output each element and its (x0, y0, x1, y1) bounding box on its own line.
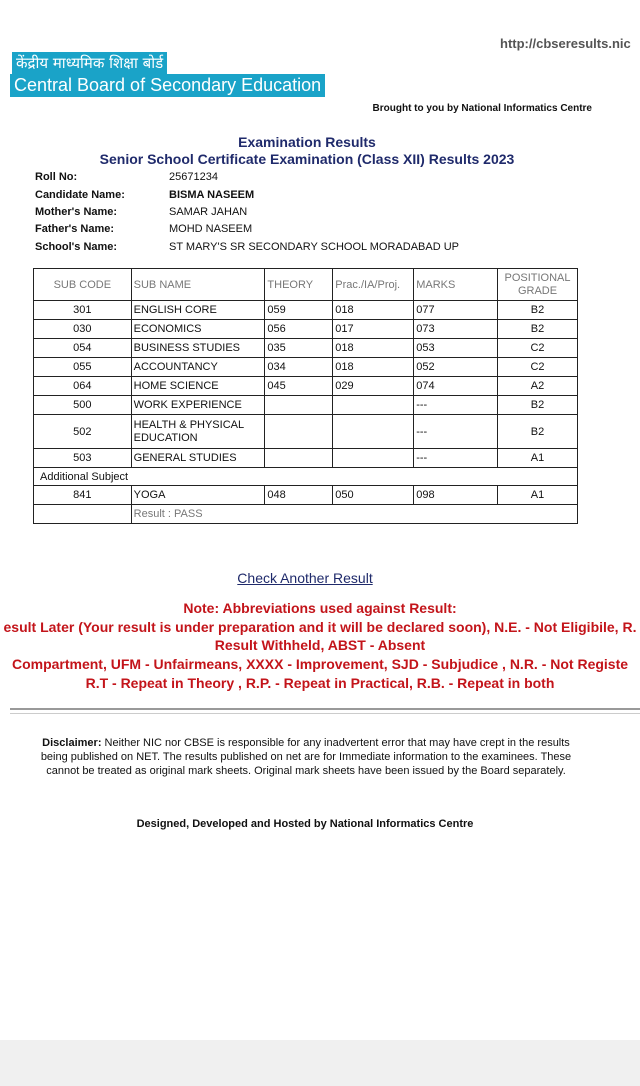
cell-theory: 059 (265, 301, 333, 320)
cell-prac (333, 415, 414, 449)
cell-prac: 050 (333, 486, 414, 505)
cell-name: BUSINESS STUDIES (131, 339, 265, 358)
brought-by-text: Brought to you by National Informatics Centre (372, 103, 592, 114)
cell-theory (265, 449, 333, 468)
header-grade-line1: POSITIONAL (504, 271, 571, 284)
info-label: Mother's Name: (35, 206, 118, 218)
cell-theory (265, 415, 333, 449)
cell-prac: 017 (333, 320, 414, 339)
divider (10, 713, 640, 714)
cell-code: 301 (34, 301, 132, 320)
cell-code: 055 (34, 358, 132, 377)
cell-empty (34, 505, 132, 524)
cell-prac: 018 (333, 301, 414, 320)
note-line: Compartment, UFM - Unfairmeans, XXXX - Improvement, SJD - Subjudice , N.R. - Not Registe (11, 656, 629, 672)
cell-name: YOGA (131, 486, 265, 505)
table-row (34, 377, 578, 396)
info-value: SAMAR JAHAN (169, 206, 248, 218)
disclaimer (36, 736, 576, 778)
exam-subtitle: Senior School Certificate Examination (Class XII) Results 2023 (99, 151, 515, 167)
header-sub-name: SUB NAME (131, 269, 265, 301)
result-cell (131, 505, 577, 524)
cell-grade: C2 (498, 358, 578, 377)
divider (10, 708, 640, 710)
result-row (34, 505, 578, 524)
designed-by: Designed, Developed and Hosted by National Informatics Centre (136, 818, 474, 830)
board-title-hindi: केंद्रीय माध्यमिक शिक्षा बोर्ड (12, 52, 167, 74)
check-another-result-link[interactable]: Check Another Result (237, 570, 373, 586)
info-value: ST MARY'S SR SECONDARY SCHOOL MORADABAD UP (169, 241, 460, 253)
info-label: School's Name: (35, 241, 118, 253)
cell-name: HOME SCIENCE (131, 377, 265, 396)
result-label: Result : (133, 508, 171, 520)
info-value: MOHD NASEEM (169, 223, 253, 235)
cell-name: WORK EXPERIENCE (131, 396, 265, 415)
cell-theory: 034 (265, 358, 333, 377)
info-label: Roll No: (35, 171, 78, 183)
cell-marks: 074 (414, 377, 498, 396)
header-theory: THEORY (265, 269, 333, 301)
cell-theory: 056 (265, 320, 333, 339)
result-value: PASS (174, 508, 203, 520)
table-header-row (34, 269, 578, 301)
cell-marks: --- (414, 415, 498, 449)
info-value: 25671234 (169, 171, 218, 183)
table-row (34, 449, 578, 468)
cell-name: HEALTH & PHYSICAL EDUCATION (131, 415, 265, 449)
cell-code: 500 (34, 396, 132, 415)
cell-code: 841 (34, 486, 132, 505)
cell-grade: B2 (498, 320, 578, 339)
table-row (34, 358, 578, 377)
table-row (34, 301, 578, 320)
cell-marks: 052 (414, 358, 498, 377)
cell-name: GENERAL STUDIES (131, 449, 265, 468)
disclaimer-label: Disclaimer: (42, 737, 102, 749)
cell-theory (265, 396, 333, 415)
cell-code: 030 (34, 320, 132, 339)
note-heading: Note: Abbreviations used against Result: (183, 600, 457, 616)
cell-prac (333, 396, 414, 415)
table-row (34, 339, 578, 358)
cell-grade: A1 (498, 486, 578, 505)
additional-subject-label: Additional Subject (34, 468, 578, 486)
exam-title: Examination Results (238, 134, 376, 150)
cell-code: 502 (34, 415, 132, 449)
cell-prac: 018 (333, 339, 414, 358)
cell-grade: B2 (498, 301, 578, 320)
board-title-english: Central Board of Secondary Education (10, 74, 325, 97)
note-line: esult Later (Your result is under preparation and it will be declared soon), N.E. - Not Eligibile, R. (3, 619, 637, 635)
header-prac: Prac./IA/Proj. (333, 269, 414, 301)
cell-prac: 029 (333, 377, 414, 396)
cell-theory: 048 (265, 486, 333, 505)
marks-table (33, 268, 578, 524)
additional-subject-row (34, 468, 578, 486)
cell-grade: B2 (498, 415, 578, 449)
cell-code: 064 (34, 377, 132, 396)
cell-marks: 073 (414, 320, 498, 339)
cell-grade: A1 (498, 449, 578, 468)
footer-band (0, 1040, 640, 1086)
cell-marks: --- (414, 396, 498, 415)
page-url: http://cbseresults.nic (500, 36, 631, 51)
header-grade (498, 269, 578, 301)
table-row (34, 486, 578, 505)
cell-name: ACCOUNTANCY (131, 358, 265, 377)
cell-grade: C2 (498, 339, 578, 358)
info-value: BISMA NASEEM (169, 189, 255, 201)
cell-theory: 045 (265, 377, 333, 396)
disclaimer-text: Neither NIC nor CBSE is responsible for any inadvertent error that may have crept in the results being published on NET. The results published on net are for Immediate information to the examinees. These cannot be treated as original mark sheets. Original mark sheets have been issued by the Board separately. (40, 737, 572, 777)
header-marks: MARKS (414, 269, 498, 301)
header-sub-code: SUB CODE (34, 269, 132, 301)
cell-theory: 035 (265, 339, 333, 358)
cell-marks: 053 (414, 339, 498, 358)
info-label: Candidate Name: (35, 189, 125, 201)
cell-grade: B2 (498, 396, 578, 415)
cell-prac (333, 449, 414, 468)
cell-marks: 098 (414, 486, 498, 505)
note-line: Result Withheld, ABST - Absent (214, 637, 426, 653)
cell-prac: 018 (333, 358, 414, 377)
info-label: Father's Name: (35, 223, 115, 235)
cell-marks: --- (414, 449, 498, 468)
table-row (34, 320, 578, 339)
cell-code: 054 (34, 339, 132, 358)
cell-grade: A2 (498, 377, 578, 396)
cell-name: ECONOMICS (131, 320, 265, 339)
cell-name: ENGLISH CORE (131, 301, 265, 320)
table-row (34, 396, 578, 415)
cell-marks: 077 (414, 301, 498, 320)
header-grade-line2: GRADE (517, 284, 558, 297)
table-row (34, 415, 578, 449)
note-line: R.T - Repeat in Theory , R.P. - Repeat in Practical, R.B. - Repeat in both (85, 675, 555, 691)
cell-code: 503 (34, 449, 132, 468)
